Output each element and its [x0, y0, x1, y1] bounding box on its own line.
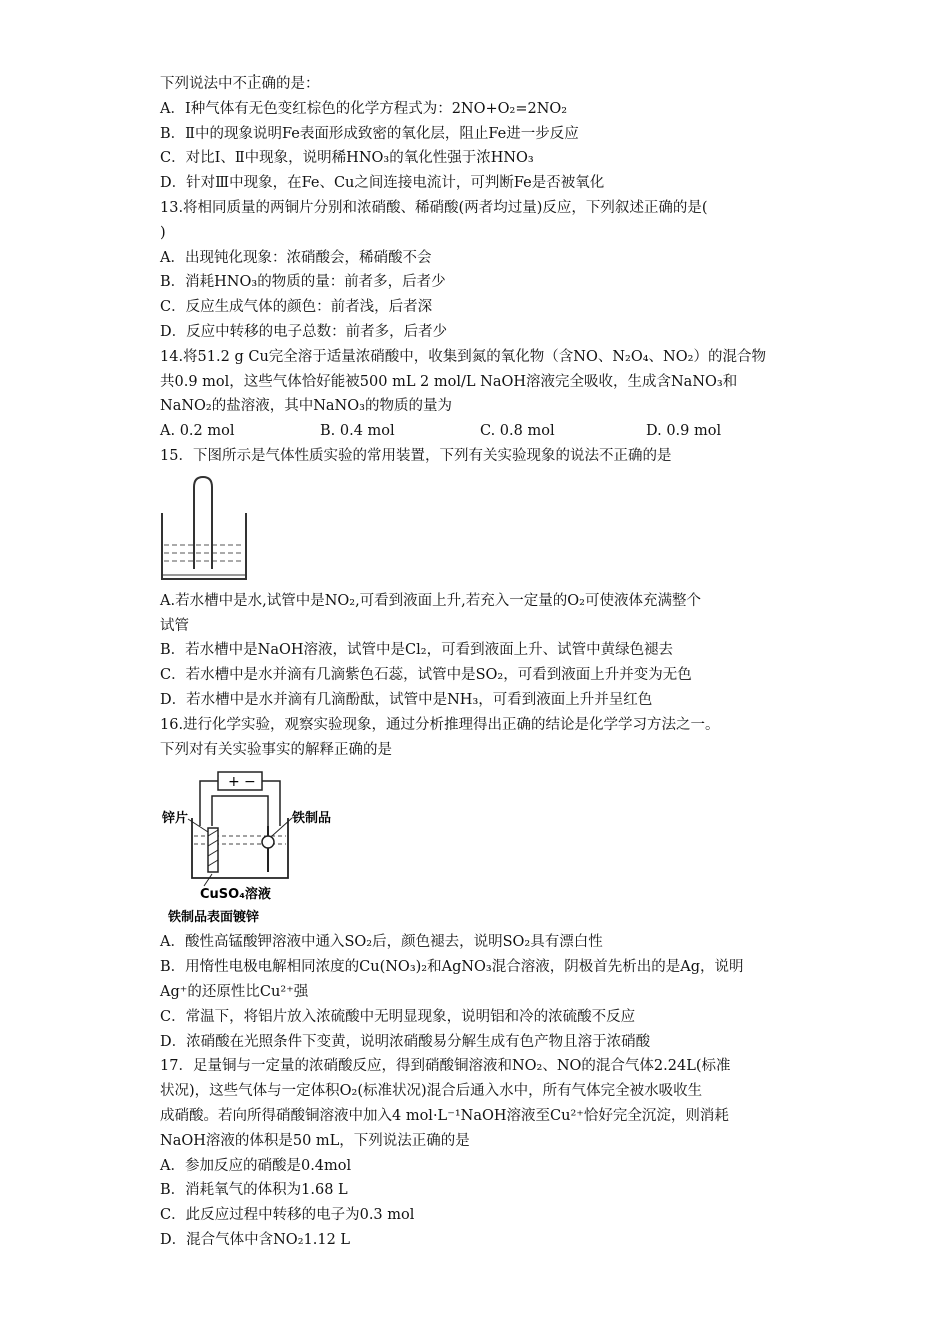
q15-option-d: D．若水槽中是水并滴有几滴酚酞，试管中是NH₃，可看到液面上升并呈红色: [160, 691, 653, 708]
q13-option-a: A．出现钝化现象：浓硝酸会，稀硝酸不会: [160, 249, 432, 266]
q12-option-a: A．Ⅰ种气体有无色变红棕色的化学方程式为：2NO+O₂=2NO₂: [160, 100, 568, 117]
q16-option-c: C．常温下，将铝片放入浓硫酸中无明显现象，说明铝和冷的浓硫酸不反应: [160, 1008, 636, 1025]
circuit-wire-inner: [212, 796, 268, 826]
zinc-leader: [188, 819, 208, 832]
q14-option-b: B. 0.4 mol: [320, 423, 395, 440]
q14-option-c: C. 0.8 mol: [480, 423, 555, 440]
solution-label: CuSO₄溶液: [200, 887, 271, 903]
q17-option-d: D．混合气体中含NO₂1.12 L: [160, 1231, 351, 1248]
q15-stem: 15．下图所示是气体性质实验的常用装置，下列有关实验现象的说法不正确的是: [160, 447, 672, 464]
iron-product-ball: [262, 836, 274, 848]
q16-option-d: D．浓硝酸在光照条件下变黄，说明浓硝酸易分解生成有色产物且溶于浓硝酸: [160, 1033, 651, 1050]
q13-option-b: B．消耗HNO₃的物质的量：前者多，后者少: [160, 274, 446, 291]
q17-option-a: A．参加反应的硝酸是0.4mol: [160, 1157, 352, 1174]
q12-stem-pre: 下列说法中: [160, 76, 233, 92]
q13-option-d: D．反应中转移的电子总数：前者多，后者少: [160, 323, 448, 340]
q15-option-a-line2: 试管: [160, 617, 189, 634]
q15-option-c: C．若水槽中是水并滴有几滴紫色石蕊，试管中是SO₂，可看到液面上升并变为无色: [160, 667, 692, 684]
q12-option-d: D．针对Ⅲ中现象，在Fe、Cu之间连接电流计，可判断Fe是否被氧化: [160, 175, 605, 192]
q16-option-b-line2: Ag⁺的还原性比Cu²⁺强: [160, 983, 309, 1000]
q17-line4: NaOH溶液的体积是50 mL，下列说法正确的是: [160, 1132, 470, 1149]
figure-caption: 铁制品表面镀锌: [168, 910, 260, 926]
q15-option-b: B．若水槽中是NaOH溶液，试管中是Cl₂，可看到液面上升、试管中黄绿色褪去: [160, 642, 674, 659]
q12-option-c: C．对比Ⅰ、Ⅱ中现象，说明稀HNO₃的氧化性强于浓HNO₃: [160, 150, 534, 167]
power-plus-sign: +: [228, 774, 240, 791]
q14-options: [160, 419, 800, 444]
q16-stem-line2: 下列对有关实验事实的解释正确的是: [160, 741, 392, 758]
q13-option-c: C．反应生成气体的颜色：前者浅，后者深: [160, 299, 433, 316]
q13-stem: 13.将相同质量的两铜片分别和浓硝酸、稀硝酸(两者均过量)反应，下列叙述正确的是(: [160, 199, 708, 216]
q14-line3: NaNO₂的盐溶液，其中NaNO₃的物质的量为: [160, 398, 452, 415]
electroplating-figure: [160, 766, 360, 926]
q14-line2: 共0.9 mol，这些气体恰好能被500 mL 2 mol/L NaOH溶液完全吸收，生成含NaNO₃和: [160, 373, 738, 390]
water-trough: [162, 513, 246, 579]
zinc-label: 锌片: [162, 811, 189, 827]
q17-line2: 状况)，这些气体与一定体积O₂(标准状况)混合后通入水中，所有气体完全被水吸收生: [160, 1083, 703, 1100]
q14-line1: 14.将51.2 g Cu完全溶于适量浓硝酸中，收集到氮的氧化物（含NO、N₂O₄、NO₂）的混合物: [160, 348, 766, 365]
iron-leader: [272, 818, 292, 836]
q17-line1: 17．足量铜与一定量的浓硝酸反应，得到硝酸铜溶液和NO₂、NO的混合气体2.24L(标准: [160, 1058, 731, 1075]
q17-option-c: C．此反应过程中转移的电子为0.3 mol: [160, 1207, 415, 1224]
power-minus-sign: −: [244, 774, 256, 791]
q16-option-a: A．酸性高锰酸钾溶液中通入SO₂后，颜色褪去，说明SO₂具有漂白性: [160, 934, 603, 951]
q16-stem-line1: 16.进行化学实验，观察实验现象，通过分析推理得出正确的结论是化学学习方法之一。: [160, 716, 720, 733]
q12-stem-post: 的是：: [276, 76, 320, 92]
iron-label: 铁制品: [292, 811, 332, 827]
inverted-test-tube: [194, 477, 212, 569]
q16-option-b-line1: B．用惰性电极电解相同浓度的Cu(NO₃)₂和AgNO₃混合溶液，阴极首先析出的是Ag，说明: [160, 959, 744, 976]
q14-option-d: D. 0.9 mol: [646, 423, 722, 440]
q13-stem-cont: ): [160, 224, 166, 241]
q15-option-a-line1: A.若水槽中是水,试管中是NO₂,可看到液面上升,若充入一定量的O₂可使液体充满整个: [160, 592, 701, 609]
q12-stem-emphasis: 不正确: [232, 76, 276, 92]
q17-option-b: B．消耗氧气的体积为1.68 L: [160, 1182, 348, 1199]
exam-page: [160, 72, 800, 1253]
test-tube-trough-figure: [160, 473, 250, 585]
q12-option-b: B．Ⅱ中的现象说明Fe表面形成致密的氧化层，阻止Fe进一步反应: [160, 125, 579, 142]
beaker: [192, 818, 288, 878]
solution-leader: [204, 874, 212, 886]
q17-line3: 成硝酸。若向所得硝酸铜溶液中加入4 mol·L⁻¹NaOH溶液至Cu²⁺恰好完全沉淀，则消耗: [160, 1107, 729, 1124]
q12-stem: [160, 72, 800, 97]
q14-option-a: A. 0.2 mol: [160, 423, 235, 440]
